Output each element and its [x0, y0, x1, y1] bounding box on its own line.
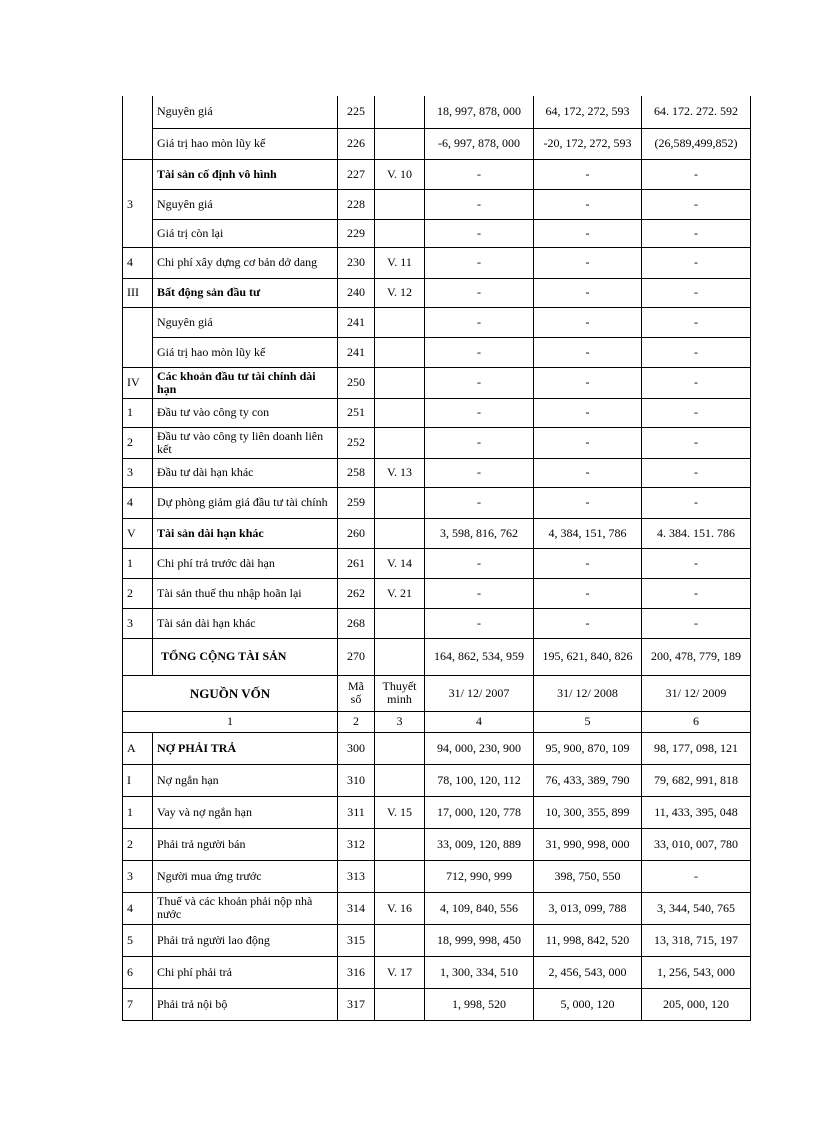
row-value-2008: 5, 000, 120 — [534, 988, 642, 1020]
table-row — [123, 219, 751, 247]
row-value-2007: 3, 598, 816, 762 — [425, 518, 534, 548]
table-row — [123, 764, 751, 796]
row-value-2009: 1, 256, 543, 000 — [642, 956, 751, 988]
row-stt: I — [123, 764, 153, 796]
row-stt: 3 — [123, 189, 153, 219]
row-name: Tài sản dài hạn khác — [153, 608, 338, 638]
row-name: Phải trả nội bộ — [153, 988, 338, 1020]
row-note: V. 10 — [375, 159, 425, 189]
row-value-2008: - — [534, 578, 642, 608]
row-value-2008: -20, 172, 272, 593 — [534, 128, 642, 159]
row-value-2007: 1, 300, 334, 510 — [425, 956, 534, 988]
table-row — [123, 159, 751, 189]
row-value-2008: - — [534, 247, 642, 278]
row-value-2008: - — [534, 189, 642, 219]
row-value-2008: - — [534, 219, 642, 247]
row-name: Đầu tư vào công ty liên doanh liên kết — [153, 427, 338, 458]
row-name: Các khoản đầu tư tài chính dài hạn — [153, 367, 338, 398]
table-row — [123, 487, 751, 518]
row-stt: 3 — [123, 608, 153, 638]
row-value-2009: - — [642, 398, 751, 427]
row-code: 317 — [338, 988, 375, 1020]
liabilities-section — [123, 732, 751, 1020]
row-value-2008: - — [534, 427, 642, 458]
row-stt: III — [123, 278, 153, 307]
row-stt — [123, 219, 153, 247]
row-stt: 7 — [123, 988, 153, 1020]
row-note — [375, 398, 425, 427]
row-stt: V — [123, 518, 153, 548]
row-code: 229 — [338, 219, 375, 247]
header-2008: 31/ 12/ 2008 — [534, 675, 642, 711]
row-value-2009: - — [642, 307, 751, 337]
row-stt: 1 — [123, 548, 153, 578]
row-code: 261 — [338, 548, 375, 578]
table-row — [123, 247, 751, 278]
column-header-row — [123, 675, 751, 711]
row-code: 310 — [338, 764, 375, 796]
row-value-2007: - — [425, 578, 534, 608]
row-value-2007: - — [425, 337, 534, 367]
table-row — [123, 892, 751, 924]
row-value-2009: 98, 177, 098, 121 — [642, 732, 751, 764]
row-value-2009: (26,589,499,852) — [642, 128, 751, 159]
row-value-2009: - — [642, 159, 751, 189]
row-name: Đầu tư dài hạn khác — [153, 458, 338, 487]
row-name: Dự phòng giảm giá đầu tư tài chính — [153, 487, 338, 518]
row-code: 251 — [338, 398, 375, 427]
row-note: V. 13 — [375, 458, 425, 487]
row-note — [375, 96, 425, 128]
row-stt — [123, 337, 153, 367]
row-value-2009: - — [642, 337, 751, 367]
header-code: Mã số — [338, 675, 375, 711]
row-stt — [123, 307, 153, 337]
row-value-2008: - — [534, 337, 642, 367]
row-note — [375, 219, 425, 247]
row-value-2007: - — [425, 219, 534, 247]
row-name: Giá trị còn lại — [153, 219, 338, 247]
row-name: Vay và nợ ngắn hạn — [153, 796, 338, 828]
row-value-2008: 10, 300, 355, 899 — [534, 796, 642, 828]
row-value-2009: 205, 000, 120 — [642, 988, 751, 1020]
row-code: 252 — [338, 427, 375, 458]
row-value-2008: 31, 990, 998, 000 — [534, 828, 642, 860]
row-value-2007: - — [425, 278, 534, 307]
row-stt — [123, 638, 153, 675]
row-note — [375, 487, 425, 518]
row-stt — [123, 159, 153, 189]
row-name: Thuế và các khoản phải nộp nhà nước — [153, 892, 338, 924]
row-note — [375, 732, 425, 764]
row-value-2007: - — [425, 307, 534, 337]
row-code: 228 — [338, 189, 375, 219]
table-row — [123, 796, 751, 828]
row-value-2008: 195, 621, 840, 826 — [534, 638, 642, 675]
row-stt: IV — [123, 367, 153, 398]
table-row-total — [123, 638, 751, 675]
row-code: 311 — [338, 796, 375, 828]
row-note — [375, 860, 425, 892]
row-code: 259 — [338, 487, 375, 518]
table-row — [123, 860, 751, 892]
row-name: Tài sản dài hạn khác — [153, 518, 338, 548]
row-stt: 4 — [123, 487, 153, 518]
row-code: 240 — [338, 278, 375, 307]
row-stt: 4 — [123, 247, 153, 278]
row-stt: 2 — [123, 828, 153, 860]
row-note — [375, 128, 425, 159]
row-value-2007: - — [425, 487, 534, 518]
row-value-2008: 2, 456, 543, 000 — [534, 956, 642, 988]
col-number: 4 — [425, 711, 534, 732]
row-code: 241 — [338, 337, 375, 367]
row-code: 225 — [338, 96, 375, 128]
row-name: Phải trả người bán — [153, 828, 338, 860]
row-name: Chi phí phải trả — [153, 956, 338, 988]
row-code: 241 — [338, 307, 375, 337]
table-row — [123, 924, 751, 956]
balance-sheet-table — [122, 96, 751, 1021]
row-value-2007: 164, 862, 534, 959 — [425, 638, 534, 675]
table-row — [123, 458, 751, 487]
row-code: 314 — [338, 892, 375, 924]
row-value-2007: - — [425, 398, 534, 427]
row-value-2009: 11, 433, 395, 048 — [642, 796, 751, 828]
row-value-2009: - — [642, 427, 751, 458]
table-row — [123, 828, 751, 860]
row-value-2008: 76, 433, 389, 790 — [534, 764, 642, 796]
row-code: 315 — [338, 924, 375, 956]
table-row — [123, 96, 751, 128]
row-value-2008: 398, 750, 550 — [534, 860, 642, 892]
row-name: Tài sản thuế thu nhập hoãn lại — [153, 578, 338, 608]
row-name: Giá trị hao mòn lũy kế — [153, 128, 338, 159]
row-note — [375, 608, 425, 638]
row-value-2009: 4. 384. 151. 786 — [642, 518, 751, 548]
row-code: 268 — [338, 608, 375, 638]
row-stt: 2 — [123, 578, 153, 608]
row-value-2008: - — [534, 307, 642, 337]
row-code: 313 — [338, 860, 375, 892]
row-note: V. 16 — [375, 892, 425, 924]
row-value-2009: - — [642, 608, 751, 638]
row-code: 227 — [338, 159, 375, 189]
row-value-2009: - — [642, 458, 751, 487]
row-value-2008: - — [534, 608, 642, 638]
row-code: 226 — [338, 128, 375, 159]
row-name: Nguyên giá — [153, 189, 338, 219]
row-value-2007: 4, 109, 840, 556 — [425, 892, 534, 924]
table-row — [123, 307, 751, 337]
row-name: Tài sản cố định vô hình — [153, 159, 338, 189]
row-name: Phải trả người lao động — [153, 924, 338, 956]
row-value-2007: 1, 998, 520 — [425, 988, 534, 1020]
row-value-2007: 78, 100, 120, 112 — [425, 764, 534, 796]
row-stt: 1 — [123, 398, 153, 427]
row-name: Người mua ứng trước — [153, 860, 338, 892]
assets-section — [123, 96, 751, 675]
row-value-2007: - — [425, 159, 534, 189]
row-value-2007: - — [425, 427, 534, 458]
row-stt: 4 — [123, 892, 153, 924]
row-value-2009: - — [642, 548, 751, 578]
row-value-2007: -6, 997, 878, 000 — [425, 128, 534, 159]
row-note — [375, 189, 425, 219]
row-note — [375, 828, 425, 860]
row-note: V. 21 — [375, 578, 425, 608]
row-value-2008: 11, 998, 842, 520 — [534, 924, 642, 956]
table-row — [123, 128, 751, 159]
row-value-2007: 94, 000, 230, 900 — [425, 732, 534, 764]
row-value-2008: - — [534, 548, 642, 578]
table-row — [123, 278, 751, 307]
row-name: Nợ ngắn hạn — [153, 764, 338, 796]
row-value-2008: - — [534, 278, 642, 307]
row-value-2009: 13, 318, 715, 197 — [642, 924, 751, 956]
row-name: Chi phí xây dựng cơ bản dở dang — [153, 247, 338, 278]
row-code: 260 — [338, 518, 375, 548]
row-value-2007: 18, 997, 878, 000 — [425, 96, 534, 128]
row-stt: 3 — [123, 860, 153, 892]
row-value-2007: 33, 009, 120, 889 — [425, 828, 534, 860]
row-note — [375, 337, 425, 367]
row-code: 312 — [338, 828, 375, 860]
row-value-2008: - — [534, 458, 642, 487]
row-note — [375, 638, 425, 675]
row-stt — [123, 128, 153, 159]
row-note: V. 12 — [375, 278, 425, 307]
row-value-2009: - — [642, 219, 751, 247]
row-note: V. 17 — [375, 956, 425, 988]
row-name: Nguyên giá — [153, 96, 338, 128]
row-value-2008: - — [534, 159, 642, 189]
table-row — [123, 608, 751, 638]
table-row — [123, 548, 751, 578]
row-code: 270 — [338, 638, 375, 675]
row-value-2007: 17, 000, 120, 778 — [425, 796, 534, 828]
row-value-2008: - — [534, 487, 642, 518]
row-value-2007: - — [425, 247, 534, 278]
row-code: 262 — [338, 578, 375, 608]
table-row — [123, 956, 751, 988]
header-2007: 31/ 12/ 2007 — [425, 675, 534, 711]
row-code: 300 — [338, 732, 375, 764]
row-value-2009: - — [642, 487, 751, 518]
header-source: NGUỒN VỐN — [123, 675, 338, 711]
row-value-2008: 95, 900, 870, 109 — [534, 732, 642, 764]
row-value-2008: 3, 013, 099, 788 — [534, 892, 642, 924]
row-name: Giá trị hao mòn lũy kế — [153, 337, 338, 367]
row-value-2009: - — [642, 189, 751, 219]
row-value-2008: - — [534, 398, 642, 427]
row-name: NỢ PHẢI TRẢ — [153, 732, 338, 764]
row-code: 230 — [338, 247, 375, 278]
row-value-2008: 4, 384, 151, 786 — [534, 518, 642, 548]
row-value-2009: 64. 172. 272. 592 — [642, 96, 751, 128]
row-value-2009: - — [642, 247, 751, 278]
col-number: 5 — [534, 711, 642, 732]
row-value-2009: 200, 478, 779, 189 — [642, 638, 751, 675]
row-note — [375, 367, 425, 398]
row-value-2008: - — [534, 367, 642, 398]
row-name: Bất động sản đầu tư — [153, 278, 338, 307]
row-stt: 3 — [123, 458, 153, 487]
row-value-2007: 18, 999, 998, 450 — [425, 924, 534, 956]
row-note — [375, 988, 425, 1020]
row-stt: 1 — [123, 796, 153, 828]
row-stt: 2 — [123, 427, 153, 458]
row-value-2007: - — [425, 189, 534, 219]
table-row — [123, 337, 751, 367]
table-row — [123, 732, 751, 764]
row-stt: 5 — [123, 924, 153, 956]
row-value-2008: 64, 172, 272, 593 — [534, 96, 642, 128]
row-note — [375, 764, 425, 796]
row-name: Chi phí trả trước dài hạn — [153, 548, 338, 578]
liabilities-header — [123, 675, 751, 732]
header-2009: 31/ 12/ 2009 — [642, 675, 751, 711]
table-row — [123, 398, 751, 427]
row-value-2007: - — [425, 548, 534, 578]
table-row — [123, 988, 751, 1020]
row-note — [375, 307, 425, 337]
row-value-2009: - — [642, 278, 751, 307]
row-value-2007: - — [425, 367, 534, 398]
row-value-2009: 3, 344, 540, 765 — [642, 892, 751, 924]
row-value-2009: - — [642, 578, 751, 608]
row-note: V. 14 — [375, 548, 425, 578]
row-value-2009: 33, 010, 007, 780 — [642, 828, 751, 860]
row-stt: A — [123, 732, 153, 764]
row-note: V. 11 — [375, 247, 425, 278]
row-code: 250 — [338, 367, 375, 398]
table-row — [123, 578, 751, 608]
row-stt — [123, 96, 153, 128]
row-value-2007: - — [425, 458, 534, 487]
row-note: V. 15 — [375, 796, 425, 828]
row-code: 258 — [338, 458, 375, 487]
row-value-2007: - — [425, 608, 534, 638]
column-number-row — [123, 711, 751, 732]
table-row — [123, 189, 751, 219]
col-number: 6 — [642, 711, 751, 732]
row-name: Nguyên giá — [153, 307, 338, 337]
col-number: 3 — [375, 711, 425, 732]
table-row — [123, 367, 751, 398]
row-value-2009: 79, 682, 991, 818 — [642, 764, 751, 796]
row-value-2009: - — [642, 860, 751, 892]
row-note — [375, 924, 425, 956]
row-note — [375, 518, 425, 548]
row-value-2007: 712, 990, 999 — [425, 860, 534, 892]
table-row — [123, 427, 751, 458]
row-stt: 6 — [123, 956, 153, 988]
row-note — [375, 427, 425, 458]
row-name: TỔNG CỘNG TÀI SẢN — [153, 638, 338, 675]
row-name: Đầu tư vào công ty con — [153, 398, 338, 427]
col-number: 2 — [338, 711, 375, 732]
header-note: Thuyết minh — [375, 675, 425, 711]
row-code: 316 — [338, 956, 375, 988]
col-number: 1 — [123, 711, 338, 732]
table-row — [123, 518, 751, 548]
row-value-2009: - — [642, 367, 751, 398]
